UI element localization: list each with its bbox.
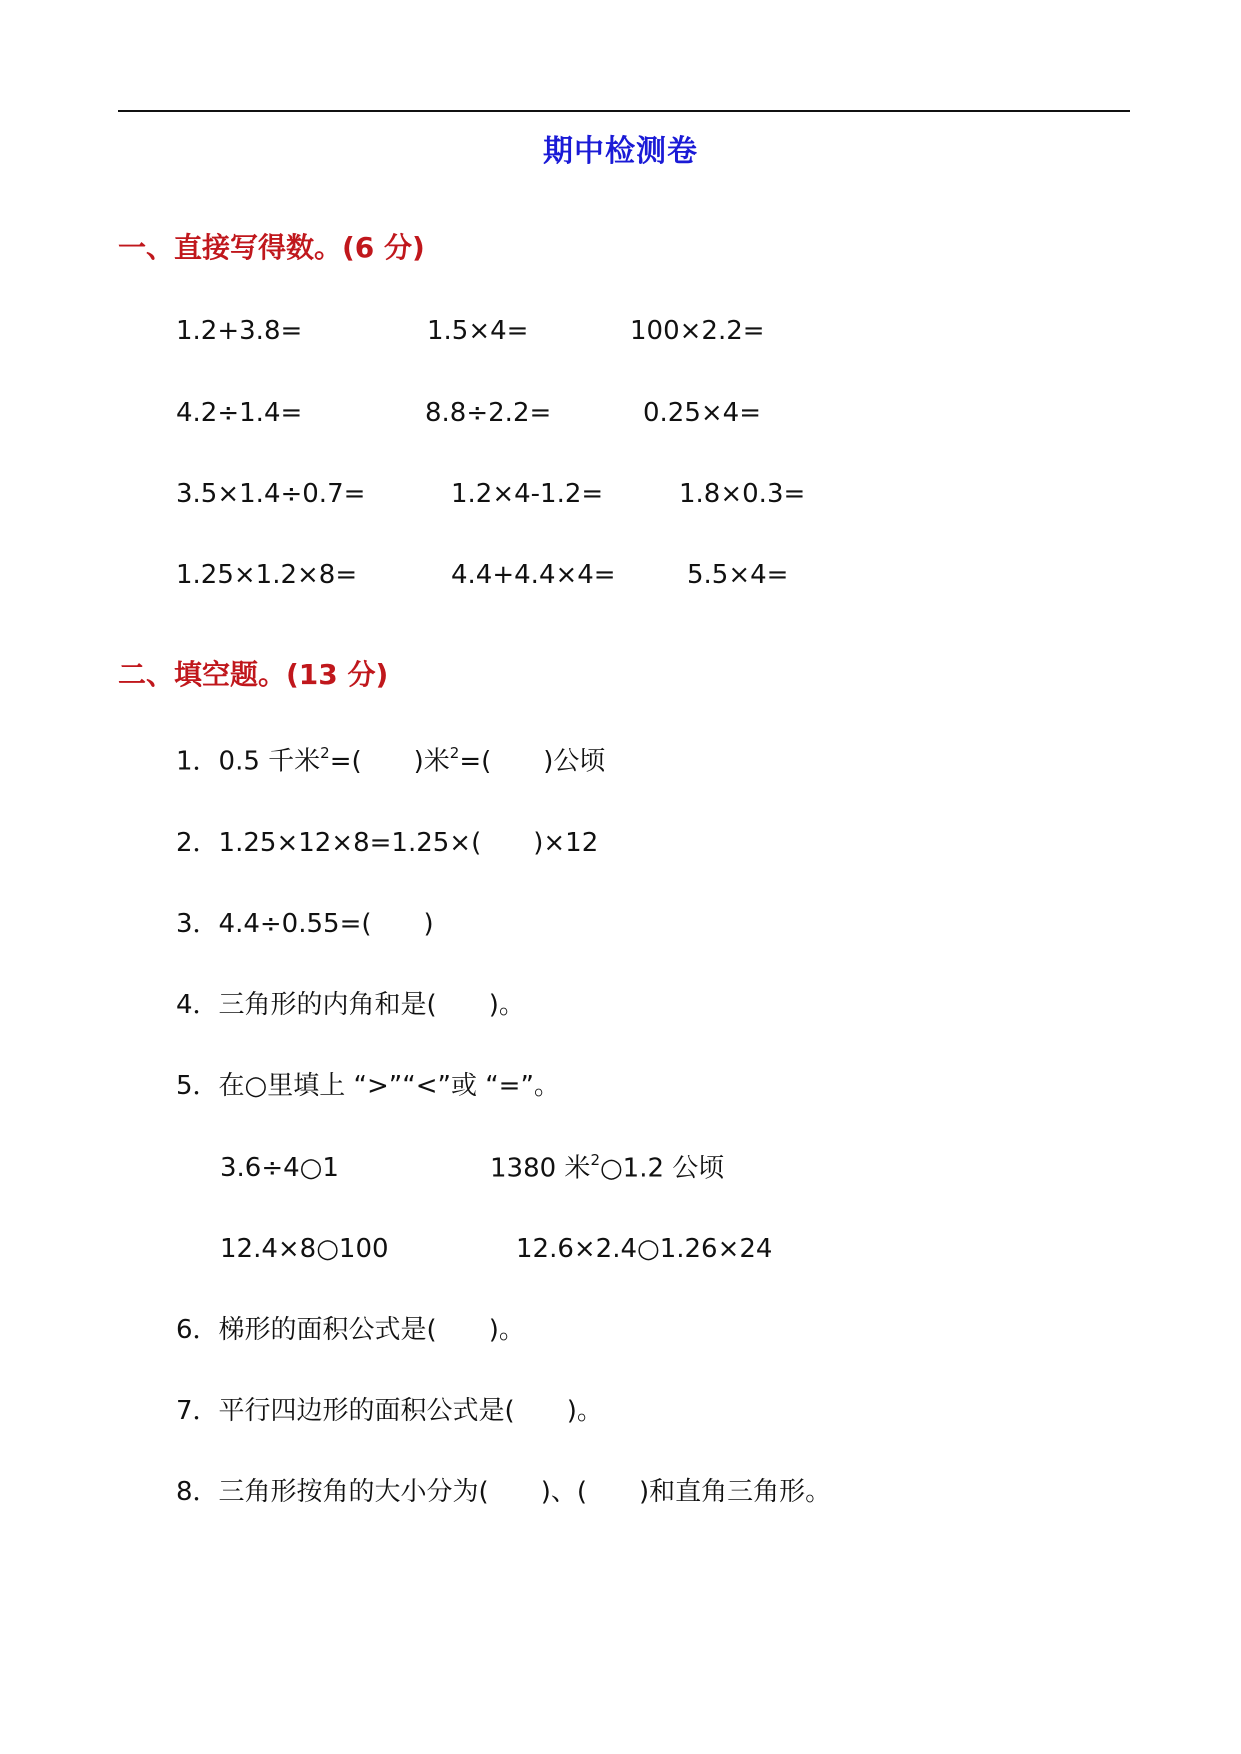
- question-7: 7．平行四边形的面积公式是( )。: [176, 1396, 603, 1426]
- calc-item: 100×2.2=: [630, 316, 765, 346]
- compare-item: 12.4×8○100: [220, 1234, 389, 1264]
- question-5: 5．在○里填上 “>”“<”或 “=”。: [176, 1071, 560, 1101]
- question-8: 8．三角形按角的大小分为( )、( )和直角三角形。: [176, 1477, 832, 1507]
- compare-item: 3.6÷4○1: [220, 1153, 339, 1183]
- question-4: 4．三角形的内角和是( )。: [176, 990, 525, 1020]
- question-number: 6．: [176, 1315, 219, 1345]
- question-number: 4．: [176, 990, 219, 1020]
- section-1-heading: 一、直接写得数。(6 分): [118, 231, 425, 264]
- page-title: 期中检测卷: [543, 134, 698, 169]
- calc-item: 5.5×4=: [687, 560, 789, 590]
- calc-item: 1.2+3.8=: [176, 316, 303, 346]
- compare-item: 1380 米$^2$○1.2 公顷: [490, 1151, 725, 1184]
- calc-item: 4.4+4.4×4=: [451, 560, 616, 590]
- question-2: 2．1.25×12×8=1.25×( )×12: [176, 828, 599, 858]
- calc-item: 1.5×4=: [427, 316, 529, 346]
- calc-item: 4.2÷1.4=: [176, 398, 303, 428]
- calc-item: 0.25×4=: [643, 398, 762, 428]
- compare-item: 12.6×2.4○1.26×24: [516, 1234, 773, 1264]
- calc-item: 1.25×1.2×8=: [176, 560, 358, 590]
- question-number: 3．: [176, 909, 219, 939]
- calc-item: 1.2×4-1.2=: [451, 479, 604, 509]
- top-rule: [118, 110, 1130, 112]
- calc-item: 8.8÷2.2=: [425, 398, 552, 428]
- question-3: 3．4.4÷0.55=( ): [176, 909, 434, 939]
- question-number: 8．: [176, 1477, 219, 1507]
- question-number: 7．: [176, 1396, 219, 1426]
- calc-item: 1.8×0.3=: [679, 479, 806, 509]
- question-6: 6．梯形的面积公式是( )。: [176, 1315, 525, 1345]
- question-number: 2．: [176, 828, 219, 858]
- calc-item: 3.5×1.4÷0.7=: [176, 479, 366, 509]
- question-1: 1．0.5 千米$^2$=( )米$^2$=( )公顷: [176, 744, 606, 777]
- question-number: 1．: [176, 746, 219, 777]
- section-2-heading: 二、填空题。(13 分): [118, 658, 389, 691]
- question-number: 5．: [176, 1071, 219, 1101]
